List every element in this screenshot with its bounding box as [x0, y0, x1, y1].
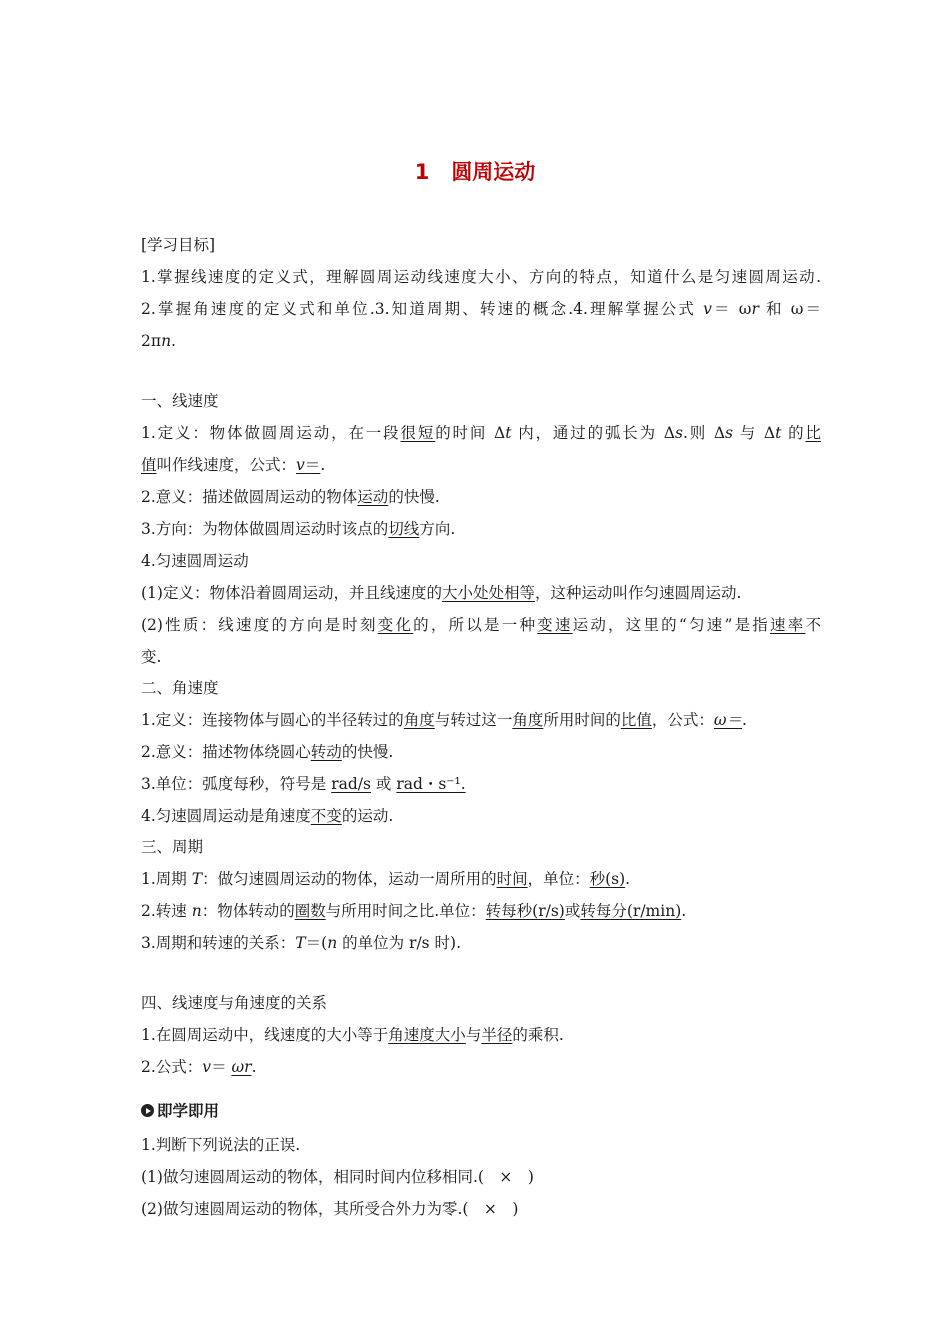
- play-circle-icon: [141, 1104, 154, 1117]
- s1-uniform-definition: (1)定义：物体沿着圆周运动，并且线速度的大小处处相等，这种运动叫作匀速圆周运动.: [141, 584, 742, 602]
- section-heading-relation: 四、线速度与角速度的关系: [141, 994, 328, 1012]
- s3-period: 1.周期 T：做匀速圆周运动的物体，运动一周所用的时间，单位：秒(s).: [141, 870, 631, 888]
- practice-item-2: (2)做匀速圆周运动的物体，其所受合外力为零.( × ): [141, 1200, 519, 1218]
- lesson-number: 1: [414, 160, 430, 184]
- objective-line-3: 2πn.: [141, 332, 176, 350]
- s1-definition-line-2: 值叫作线速度，公式：v＝.: [141, 456, 326, 474]
- s2-unit: 3.单位：弧度每秒，符号是 rad/s 或 rad・s⁻¹.: [141, 775, 466, 793]
- s1-definition-line-1: 1.定义：物体做圆周运动，在一段很短的时间 Δt 内，通过的弧长为 Δs.则 Δs 与 Δt 的比: [141, 424, 821, 442]
- section-heading-period: 三、周期: [141, 838, 204, 856]
- lesson-title: [0, 156, 950, 186]
- objective-line-2: 2.掌握角速度的定义式和单位.3.知道周期、转速的概念.4.理解掌握公式 v＝ ωr 和 ω＝: [141, 300, 821, 318]
- objectives-header: [学习目标]: [141, 236, 216, 254]
- section-heading-linear-velocity: 一、线速度: [141, 392, 219, 410]
- s2-uniform: 4.匀速圆周运动是角速度不变的运动.: [141, 807, 394, 825]
- practice-question-1: 1.判断下列说法的正误.: [141, 1136, 301, 1154]
- lesson-title-text: 圆周运动: [451, 160, 536, 184]
- s4-line-2: 2.公式：v＝ ωr.: [141, 1058, 257, 1076]
- s1-uniform-property-line-1: (2)性质：线速度的方向是时刻变化的，所以是一种变速运动，这里的“匀速”是指速率不: [141, 616, 821, 634]
- s4-line-1: 1.在圆周运动中，线速度的大小等于角速度大小与半径的乘积.: [141, 1026, 564, 1044]
- s1-meaning: 2.意义：描述做圆周运动的物体运动的快慢.: [141, 488, 440, 506]
- s1-uniform-heading: 4.匀速圆周运动: [141, 552, 249, 570]
- s1-uniform-property-line-2: 变.: [141, 648, 162, 666]
- objective-line-1: 1.掌握线速度的定义式，理解圆周运动线速度大小、方向的特点，知道什么是匀速圆周运动.: [141, 268, 821, 286]
- s2-definition: 1.定义：连接物体与圆心的半径转过的角度与转过这一角度所用时间的比值，公式：ω＝.: [141, 711, 747, 729]
- practice-heading: 即学即用: [141, 1101, 821, 1121]
- s3-rotational-speed: 2.转速 n：物体转动的圈数与所用时间之比.单位：转每秒(r/s)或转每分(r/min).: [141, 902, 687, 920]
- s1-direction: 3.方向：为物体做圆周运动时该点的切线方向.: [141, 520, 456, 538]
- practice-item-1: (1)做匀速圆周运动的物体，相同时间内位移相同.( × ): [141, 1168, 534, 1186]
- section-heading-angular-velocity: 二、角速度: [141, 679, 219, 697]
- s3-relation: 3.周期和转速的关系：T＝(n 的单位为 r/s 时).: [141, 934, 462, 952]
- s2-meaning: 2.意义：描述物体绕圆心转动的快慢.: [141, 743, 394, 761]
